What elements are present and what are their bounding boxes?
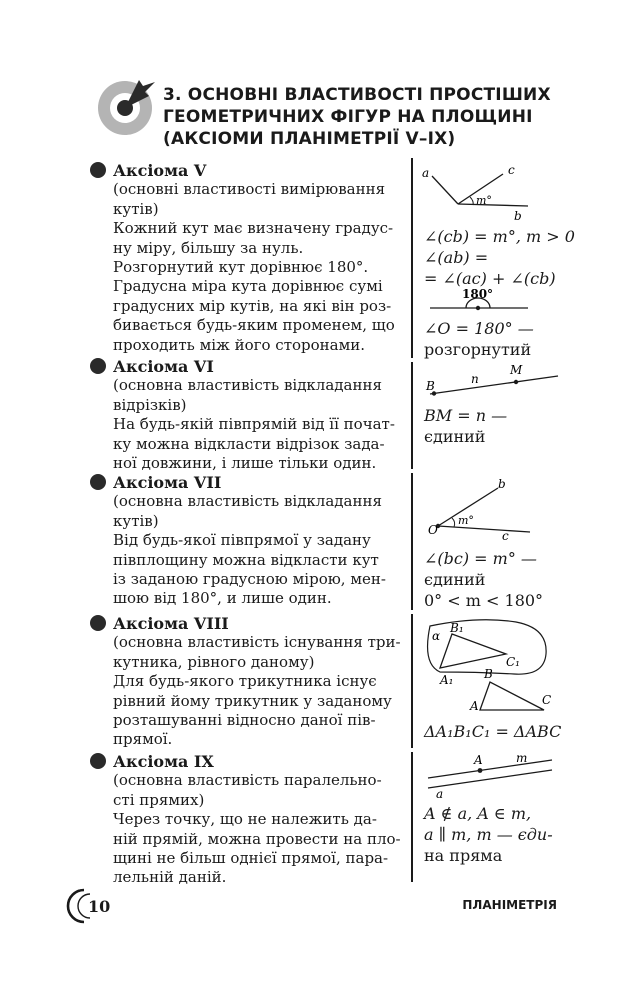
formula-line: A ∉ a, A ∈ m, — [424, 804, 532, 823]
figure-label: α — [432, 629, 441, 643]
axiom-text-line: прямої. — [113, 730, 173, 749]
title-line: ГЕОМЕТРИЧНИХ ФІГУР НА ПЛОЩИНІ — [163, 107, 533, 127]
formula-line: ΔA₁B₁C₁ = ΔABC — [424, 722, 562, 741]
formula-line: єдиний — [424, 570, 486, 589]
formula-line: BM = n — — [424, 406, 508, 425]
section-title — [163, 84, 563, 150]
page-number: 10 — [88, 897, 111, 916]
axiom-text-line: На будь-якій півпрямій від її почат- — [113, 415, 395, 434]
figure-divider — [411, 362, 413, 469]
axiom-text-line: ній прямій, можна провести на пло- — [113, 829, 401, 848]
axiom-text-line: кутів) — [113, 511, 159, 530]
axiom-text-line: розташуванні відносно даної пів- — [113, 711, 376, 730]
figure-divider — [411, 752, 413, 882]
title-line: (АКСІОМИ ПЛАНІМЕТРІЇ V–IX) — [163, 129, 456, 149]
figure-formula — [424, 548, 543, 611]
bullet-icon — [90, 753, 106, 769]
axiom-text-line: півплощину можна відкласти кут — [113, 550, 379, 569]
section-logo-icon — [95, 72, 161, 138]
axiom-text-line: бивається будь-яким променем, що — [113, 316, 395, 335]
figure-label: M — [510, 363, 523, 377]
parallel-lines-figure — [418, 752, 568, 798]
figure-label: 180° — [462, 287, 494, 301]
axiom-text-line: ку можна відкласти відрізок зада- — [113, 434, 385, 453]
figure-label: B₁ — [450, 621, 464, 635]
axiom-text-line: ної довжини, і лише тільки один. — [113, 454, 377, 473]
axiom-text-line: градусних мір кутів, на які він роз- — [113, 296, 392, 315]
figure-divider — [411, 614, 413, 748]
formula-line: ∠(bc) = m° — — [424, 549, 537, 568]
axiom-text-line: сті прямих) — [113, 790, 205, 809]
figure-label: m — [516, 752, 528, 765]
axiom-text-line: проходить між його сторонами. — [113, 335, 366, 354]
figure-formula — [424, 318, 534, 360]
formula-line: a ∥ m, m — єди- — [424, 825, 553, 844]
axiom-text-line: кутника, рівного даному) — [113, 652, 315, 671]
bullet-icon — [90, 162, 106, 178]
axiom-text-line: Градусна міра кута дорівнює сумі — [113, 277, 383, 296]
axiom-text-line: Через точку, що не належить да- — [113, 810, 377, 829]
axiom-name: Аксіома IX — [113, 752, 214, 771]
figure-label: A — [474, 753, 483, 767]
footer-section-label: ПЛАНІМЕТРІЯ — [462, 898, 557, 912]
figure-label: c — [502, 529, 509, 543]
axiom-text-line: щині не більш однієї прямої, пара- — [113, 849, 389, 868]
formula-line: єдиний — [424, 427, 486, 446]
angle-sum-figure — [418, 160, 568, 226]
figure-formula — [424, 721, 561, 742]
figure-label: b — [498, 477, 506, 491]
axiom-text-line: лельній даній. — [113, 868, 227, 887]
axiom-text-line: (основна властивість відкладання — [113, 492, 382, 511]
axiom-name: Аксіома VI — [113, 357, 214, 376]
figure-label: A — [470, 699, 479, 713]
figure-label: m° — [458, 514, 474, 527]
figure-label: B — [426, 379, 435, 393]
formula-line: ∠O = 180° — — [424, 319, 534, 338]
axiom-text-line: Кожний кут має визначену градус- — [113, 219, 394, 238]
angle-construction-figure — [418, 476, 568, 546]
figure-formula — [424, 405, 507, 447]
formula-line: розгорнутий — [424, 340, 532, 359]
figure-label: m° — [476, 194, 492, 207]
axiom-text-line: Від будь-якої півпрямої у задану — [113, 531, 371, 550]
bullet-icon — [90, 358, 106, 374]
figure-label: C — [542, 693, 552, 707]
axiom-text-line: (основна властивість відкладання — [113, 376, 382, 395]
axiom-text-line: (основна властивість паралельно- — [113, 771, 382, 790]
segment-figure — [418, 362, 568, 402]
axiom-text-line: ну міру, більшу за нуль. — [113, 238, 304, 257]
axiom-text-line: із заданою градусною мірою, мен- — [113, 570, 386, 589]
figure-label: B — [484, 667, 493, 681]
formula-line: 0° < m < 180° — [424, 591, 544, 610]
axiom-name: Аксіома VII — [113, 473, 222, 492]
axiom-text-line: Для будь-якого трикутника існує — [113, 672, 377, 691]
axiom-text-line: (основні властивості вимірювання — [113, 180, 386, 199]
axiom-text-line: (основна властивість існування три- — [113, 633, 401, 652]
figure-formula — [424, 803, 553, 866]
axiom-text-line: рівний йому трикутник у заданому — [113, 691, 392, 710]
figure-label: C₁ — [506, 655, 520, 669]
axiom-name: Аксіома V — [113, 161, 207, 180]
figure-formula — [424, 226, 575, 289]
straight-angle-figure — [418, 286, 568, 316]
figure-label: n — [471, 372, 479, 386]
figure-label: A₁ — [440, 673, 454, 687]
figure-label: b — [514, 209, 522, 223]
axiom-text-line: відрізків) — [113, 395, 187, 414]
formula-line: = ∠(ac) + ∠(cb) — [424, 269, 556, 288]
figure-divider — [411, 473, 413, 610]
axiom-text-line: Розгорнутий кут дорівнює 180°. — [113, 258, 369, 277]
axiom-name: Аксіома VIII — [113, 614, 229, 633]
bullet-icon — [90, 474, 106, 490]
axiom-text-line: шою від 180°, и лише один. — [113, 589, 332, 608]
figure-label: O — [428, 523, 438, 537]
triangle-figure — [418, 614, 568, 714]
formula-line: на пряма — [424, 846, 503, 865]
title-line: 3. ОСНОВНІ ВЛАСТИВОСТІ ПРОСТІШИХ — [163, 85, 551, 105]
figure-label: a — [422, 166, 430, 180]
figure-label: a — [436, 787, 444, 798]
bullet-icon — [90, 615, 106, 631]
formula-line: ∠(cb) = m°, m > 0 — [424, 227, 575, 246]
figure-divider — [411, 158, 413, 358]
figure-label: c — [508, 163, 515, 177]
axiom-text-line: кутів) — [113, 199, 159, 218]
formula-line: ∠(ab) = — [424, 248, 489, 267]
